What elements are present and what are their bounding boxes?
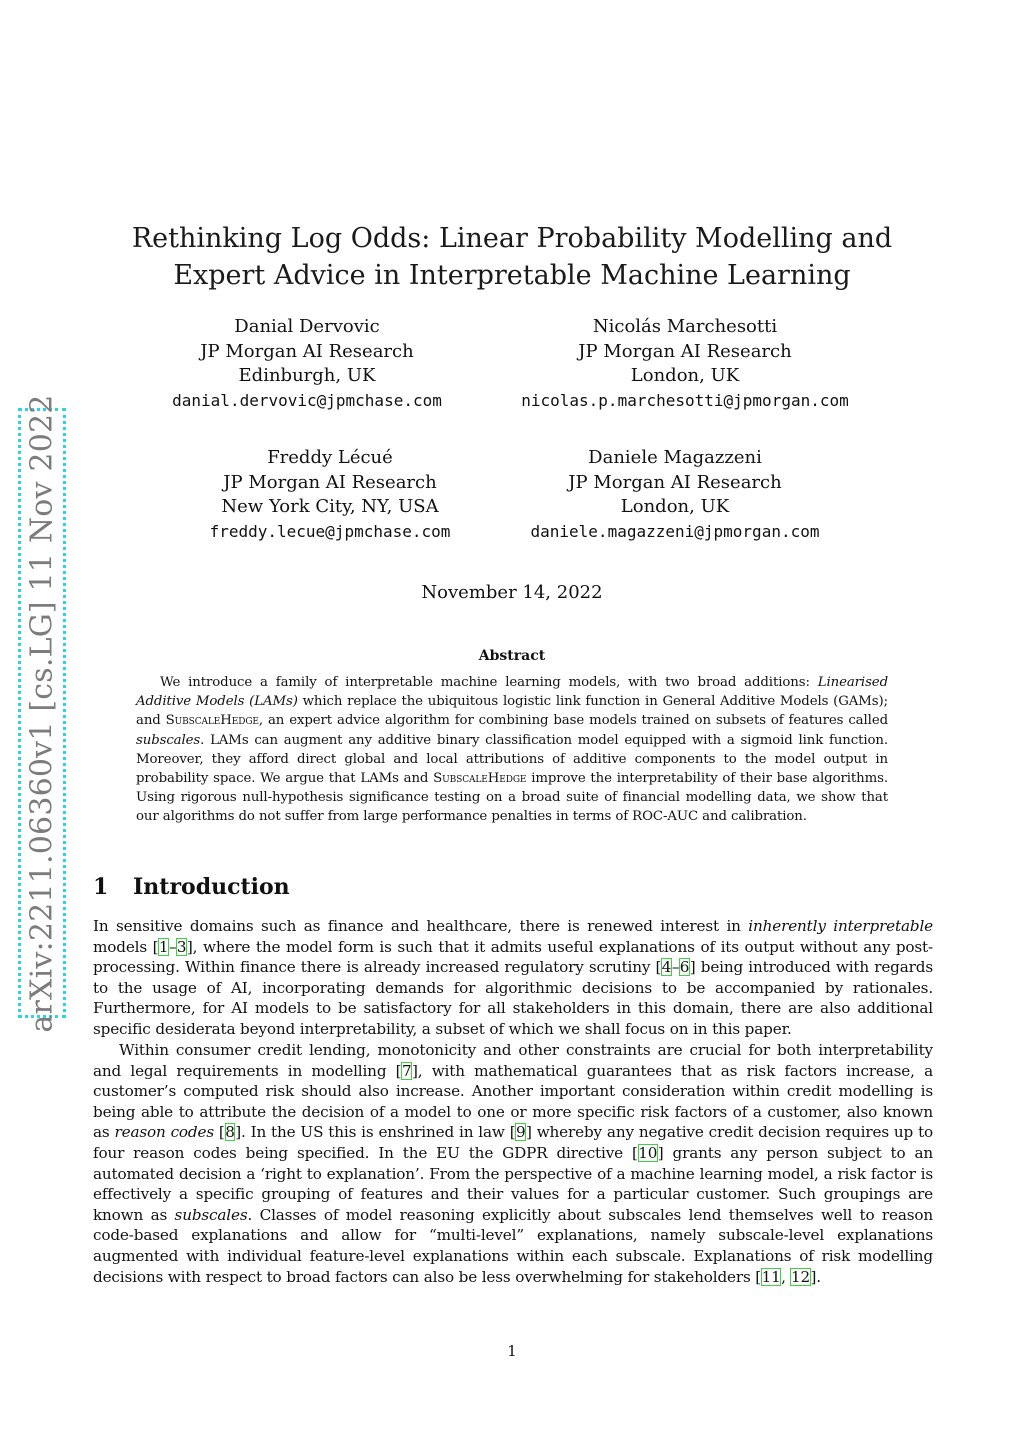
- author-affiliation: JP Morgan AI Research: [200, 340, 414, 362]
- author-block: [157, 315, 457, 413]
- emphasis: inherently interpretable: [748, 917, 933, 935]
- emphasis: subscales: [136, 732, 201, 748]
- author-name: Freddy Lécué: [267, 447, 393, 468]
- author-email[interactable]: daniele.magazzeni@jpmorgan.com: [530, 521, 820, 541]
- author-email[interactable]: danial.dervovic@jpmchase.com: [172, 390, 442, 410]
- emphasis: subscales: [174, 1205, 248, 1224]
- body-paragraph: Within consumer credit lending, monotonicity and other constraints are crucial for both interpretability and legal requirements in modelling [7], with mathematical guarantees that as risk factors increase, a customer’s computed risk should also increase. Another important consideration within credit modelling is being able to attribute the decision of a model to one or more specific risk factors of a customer, also known as reason codes [8]. In the US this is enshrined in law [9] whereby any negative credit decision requires up to four reason codes being specified. In the EU the GDPR directive [10] grants any person subject to an automated decision a ‘right to explanation’. From the perspective of a machine learning model, a risk factor is effectively a specific grouping of features and their values for a particular customer. Such groupings are known as subscales. Classes of model reasoning explicitly about subscales lend themselves well to reason code-based explanations and allow for “multi-level” explanations, namely subscale-level explanations augmented with individual feature-level explanations within each subscale. Explanations of risk modelling decisions with respect to broad factors can also be less overwhelming for stakeholders [11, 12].: [93, 1041, 934, 1286]
- emphasis: reason codes: [114, 1123, 214, 1142]
- section-heading: [93, 874, 290, 900]
- author-name: Danial Dervovic: [234, 316, 380, 337]
- citation-link[interactable]: 1: [158, 937, 169, 956]
- citation-link[interactable]: 6: [679, 958, 690, 977]
- emphasis: Linearised Additive Models (LAMs): [136, 675, 888, 710]
- author-block: [495, 315, 875, 413]
- abstract-heading: Abstract: [478, 648, 546, 664]
- section-title: Introduction: [133, 874, 290, 900]
- author-affiliation: JP Morgan AI Research: [578, 340, 792, 362]
- algorithm-name: SubscaleHedge: [433, 771, 527, 787]
- citation-link[interactable]: 11: [761, 1267, 781, 1286]
- author-email[interactable]: nicolas.p.marchesotti@jpmorgan.com: [521, 390, 849, 410]
- citation-link[interactable]: 3: [176, 937, 187, 956]
- author-location: London, UK: [620, 496, 730, 517]
- author-name: Nicolás Marchesotti: [592, 316, 778, 337]
- citation-link[interactable]: 10: [638, 1143, 658, 1162]
- section-number: 1: [93, 874, 109, 900]
- page-number: 1: [507, 1342, 517, 1360]
- author-name: Daniele Magazzeni: [588, 447, 762, 468]
- author-block: [505, 446, 845, 544]
- author-location: Edinburgh, UK: [238, 365, 376, 386]
- author-block: [180, 446, 480, 544]
- arxiv-id[interactable]: arXiv:2211.06360v1 [cs.LG] 11 Nov 2022: [24, 393, 60, 1033]
- citation-link[interactable]: 4: [661, 958, 672, 977]
- citation-link[interactable]: 7: [401, 1061, 412, 1080]
- paper-title: Rethinking Log Odds: Linear Probability Modelling and Expert Advice in Interpretable Machine Learning: [131, 223, 893, 291]
- citation-link[interactable]: 12: [790, 1267, 810, 1286]
- body-paragraph: In sensitive domains such as finance and healthcare, there is renewed interest in inherently interpretable models [1–3], where the model form is such that it admits useful explanations of its output without any post-processing. Within finance there is already increased regulatory scrutiny [4–6] being introduced with regards to the usage of AI, incorporating demands for algorithmic decisions to be accompanied by rationales. Furthermore, for AI models to be satisfactory for all stakeholders in this domain, there are also additional specific desiderata beyond interpretability, a subset of which we shall focus on in this paper.: [93, 917, 933, 1038]
- author-location: London, UK: [630, 365, 740, 386]
- author-affiliation: JP Morgan AI Research: [568, 471, 782, 493]
- abstract-body: We introduce a family of interpretable machine learning models, with two broad additions: Linearised Additive Models (LAMs) which replace the ubiquitous logistic link function in General Additive Models (GAMs); and SubscaleHedge, an expert advice algorithm for combining base models trained on subsets of features called subscales. LAMs can augment any additive binary classification model equipped with a sigmoid link function. Moreover, they afford direct global and local attributions of additive components to the model output in probability space. We argue that LAMs and SubscaleHedge improve the interpretability of their base algorithms. Using rigorous null-hypothesis significance testing on a broad suite of financial modelling data, we show that our algorithms do not suffer from large performance penalties in terms of ROC-AUC and calibration.: [136, 675, 888, 825]
- algorithm-name: SubscaleHedge: [165, 713, 259, 729]
- citation-link[interactable]: 9: [515, 1123, 526, 1142]
- citation-link[interactable]: 8: [225, 1123, 235, 1142]
- author-location: New York City, NY, USA: [221, 496, 439, 517]
- author-email[interactable]: freddy.lecue@jpmchase.com: [209, 521, 451, 541]
- publication-date: November 14, 2022: [421, 582, 603, 603]
- author-affiliation: JP Morgan AI Research: [223, 471, 437, 493]
- arxiv-stamp[interactable]: [18, 393, 66, 1033]
